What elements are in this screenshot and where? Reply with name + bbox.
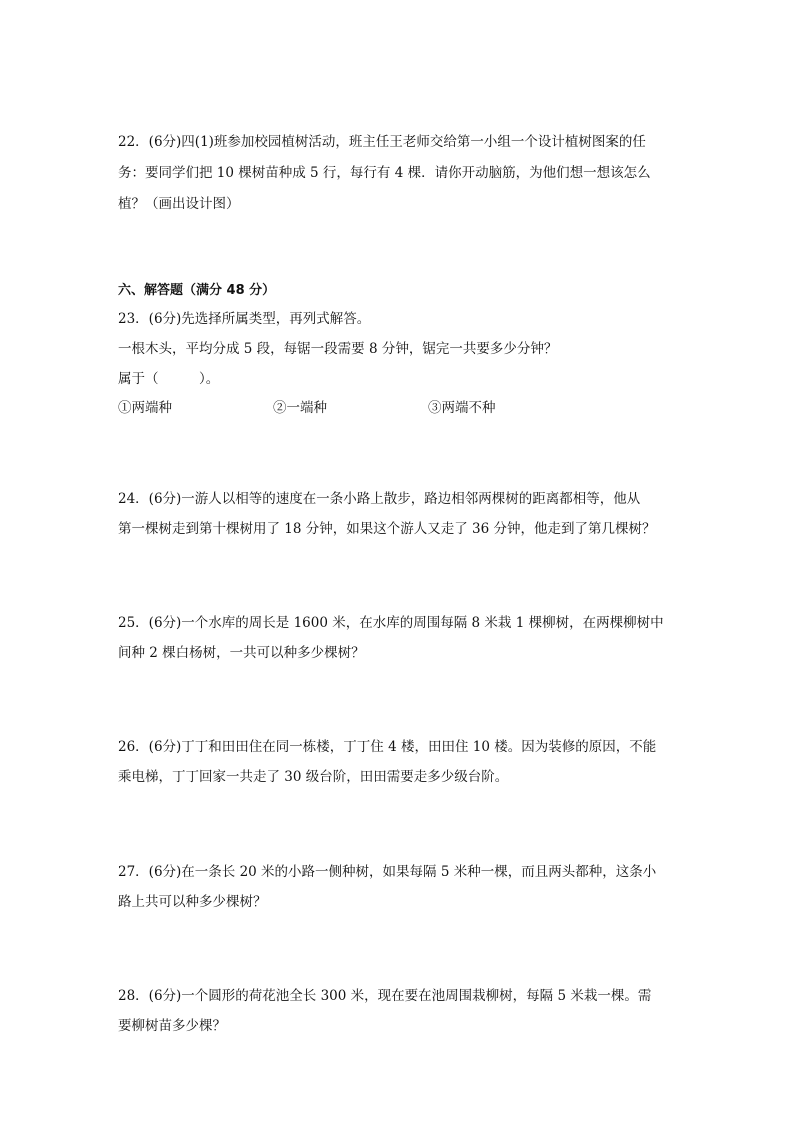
q23-option-3: ③两端不种	[428, 400, 496, 416]
q28-line-1: 28．(6分)一个圆形的荷花池全长 300 米，现在要在池周围栽柳树，每隔 5 米栽一棵。需	[118, 988, 652, 1004]
q23-line-2: 一根木头，平均分成 5 段，每锯一段需要 8 分钟，锯完一共要多少分钟？	[118, 341, 558, 357]
q28-line-2: 要柳树苗多少棵？	[118, 1018, 226, 1034]
q23-line-1: 23．(6分)先选择所属类型，再列式解答。	[118, 311, 371, 327]
section-title: 六、解答题（满分 48 分）	[118, 283, 276, 298]
q24-line-1: 24．(6分)一游人以相等的速度在一条小路上散步，路边相邻两棵树的距离都相等，他从	[118, 491, 641, 507]
q26-line-1: 26．(6分)丁丁和田田住在同一栋楼，丁丁住 4 楼，田田住 10 楼。因为装修的原因，不能	[118, 739, 657, 755]
q23-option-2: ②一端种	[273, 400, 327, 416]
q22-line-1: 22．(6分)四(1)班参加校园植树活动，班主任王老师交给第一小组一个设计植树图案的任	[118, 134, 646, 150]
q27-line-1: 27．(6分)在一条长 20 米的小路一侧种树，如果每隔 5 米种一棵，而且两头都种，这条小	[118, 864, 657, 880]
q24-line-2: 第一棵树走到第十棵树用了 18 分钟，如果这个游人又走了 36 分钟，他走到了第几棵树？	[118, 521, 656, 537]
q27-line-2: 路上共可以种多少棵树？	[118, 894, 267, 910]
q23-line-3: 属于（ ）。	[118, 371, 220, 387]
q22-line-2: 务：要同学们把 10 棵树苗种成 5 行，每行有 4 棵．请你开动脑筋，为他们想一想该怎么	[118, 165, 651, 181]
q25-line-2: 间种 2 棵白杨树，一共可以种多少棵树？	[118, 645, 365, 661]
q25-line-1: 25．(6分)一个水库的周长是 1600 米，在水库的周围每隔 8 米栽 1 棵柳树，在两棵柳树中	[118, 615, 664, 631]
q22-line-3: 植？（画出设计图）	[118, 196, 240, 212]
q26-line-2: 乘电梯，丁丁回家一共走了 30 级台阶，田田需要走多少级台阶。	[118, 769, 509, 785]
q23-option-1: ①两端种	[118, 400, 172, 416]
